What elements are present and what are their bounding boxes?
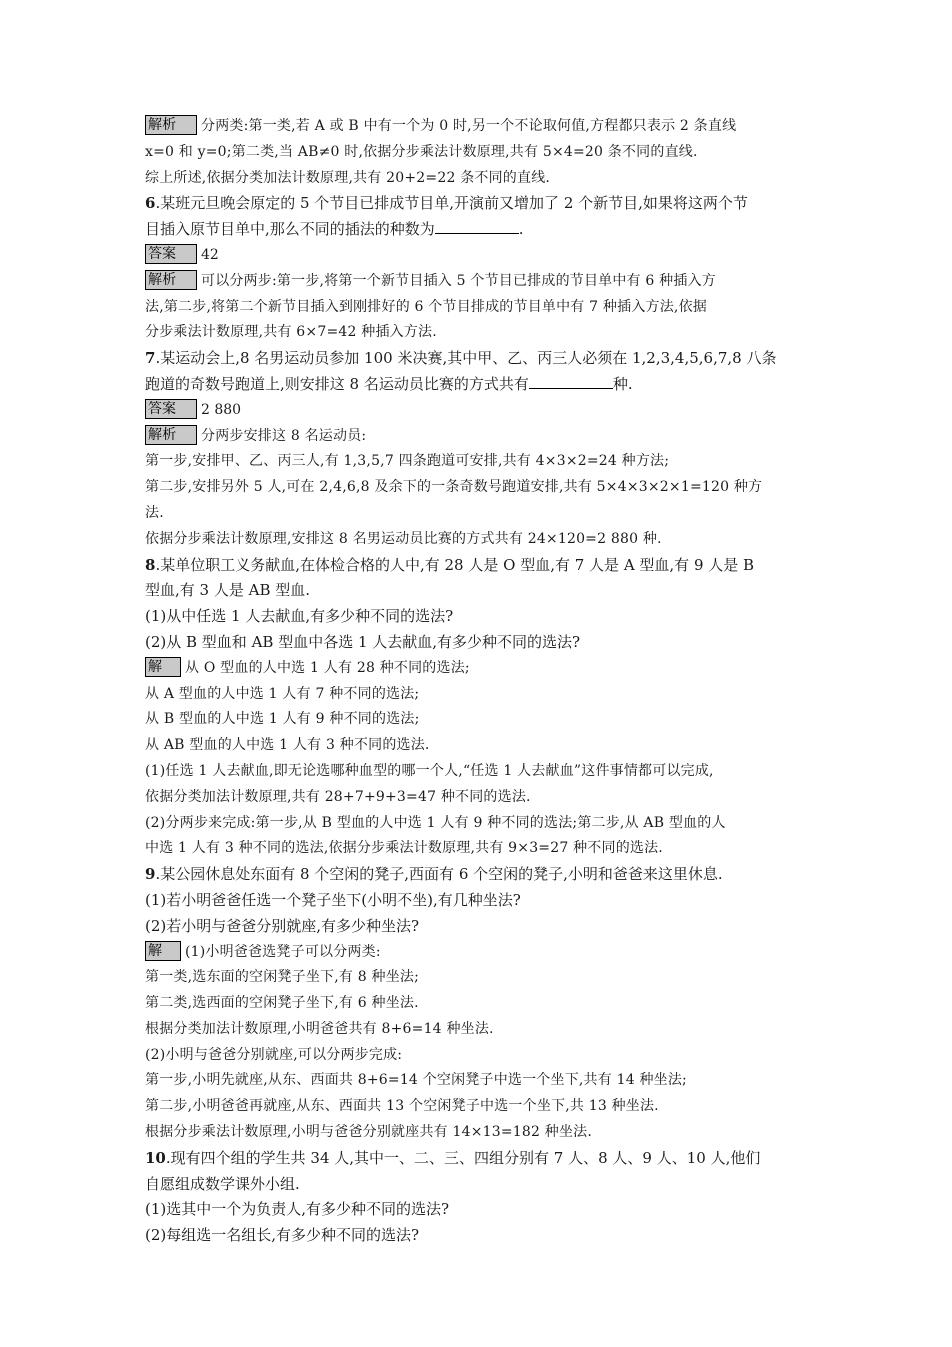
solution-line [145,140,813,166]
solution-line [145,682,813,708]
line-text: 法. [145,504,164,521]
answer-line [145,398,813,424]
line-text: (1)若小明爸爸任选一个凳子坐下(小明不坐),有几种坐法? [145,890,521,909]
solution-line [145,1120,813,1146]
document-page [145,114,813,1249]
line-text: 依据分类加法计数原理,共有 28+7+9+3=47 种不同的选法. [145,788,531,805]
question-line [145,1223,813,1249]
solution-line [145,1068,813,1094]
question-number: 6 [145,194,156,213]
fill-in-blank [529,372,613,389]
answer-line [145,243,813,269]
fill-in-blank [435,217,519,234]
line-text: 第一步,小明先就座,从东、西面共 8+6=14 个空闲凳子中选一个坐下,共有 14 种坐法; [145,1072,687,1089]
solution-line [145,475,813,501]
solution-tag: 解 [145,941,181,961]
line-text: 从 B 型血的人中选 1 人有 9 种不同的选法; [145,711,420,728]
line-text: .现有四个组的学生共 34 人,其中一、二、三、四组分别有 7 人、8 人、9 人、10 人,他们 [165,1148,761,1167]
solution-line [145,295,813,321]
solution-line [145,785,813,811]
line-text: (2)从 B 型血和 AB 型血中各选 1 人去献血,有多少种不同的选法? [145,632,581,651]
question-line [145,578,813,604]
solution-line [145,449,813,475]
line-text: 从 A 型血的人中选 1 人有 7 种不同的选法; [145,685,420,702]
solution-line [145,501,813,527]
question-line [145,888,813,914]
line-text: 可以分两步:第一步,将第一个新节目插入 5 个节目已排成的节目单中有 6 种插入方 [201,272,716,289]
line-text: 法,第二步,将第二个新节目插入到刚排好的 6 个节目排成的节目单中有 7 种插入方法,依据 [145,298,707,315]
question-line [145,1197,813,1223]
solution-line [145,759,813,785]
solution-line [145,733,813,759]
line-text: 第二类,选西面的空闲凳子坐下,有 6 种坐法. [145,995,419,1012]
line-text: 自愿组成数学课外小组. [145,1174,300,1193]
line-text: .某单位职工义务献血,在体检合格的人中,有 28 人是 O 型血,有 7 人是 A 型血,有 9 人是 B [155,555,755,574]
line-text: 综上所述,依据分类加法计数原理,共有 20+2=22 条不同的直线. [145,169,551,186]
solution-line [145,707,813,733]
line-text: 跑道的奇数号跑道上,则安排这 8 名运动员比赛的方式共有 [145,374,529,393]
solution-line [145,656,813,682]
line-text-after: . [518,220,524,239]
question-line [145,191,813,217]
line-text: (1)小明爸爸选凳子可以分两类: [185,943,381,960]
answer-tag: 答案 [145,244,197,264]
solution-line [145,965,813,991]
question-line [145,1146,813,1172]
question-line [145,372,813,398]
line-text: 目插入原节目单中,那么不同的插法的种数为 [145,220,435,239]
question-line [145,553,813,579]
line-text: x=0 和 y=0;第二类,当 AB≠0 时,依据分步乘法计数原理,共有 5×4=20 条不同的直线. [145,143,698,160]
line-text: 第二步,小明爸爸再就座,从东、西面共 13 个空闲凳子中选一个坐下,共 13 种坐法. [145,1098,659,1115]
line-text: (1)从中任选 1 人去献血,有多少种不同的选法? [145,607,454,626]
line-text: (1)任选 1 人去献血,即无论选哪种血型的哪一个人,“任选 1 人去献血”这件事情都可以完成, [145,762,714,779]
question-line [145,346,813,372]
line-text: (2)小明与爸爸分别就座,可以分两步完成: [145,1046,403,1063]
line-text: .某运动会上,8 名男运动员参加 100 米决赛,其中甲、乙、丙三人必须在 1,2,3,4,5,6,7,8 八条 [155,349,777,368]
line-text: (2)分两步来完成:第一步,从 B 型血的人中选 1 人有 9 种不同的选法;第二步,从 AB 型血的人 [145,814,726,831]
line-text: .某班元旦晚会原定的 5 个节目已排成节目单,开演前又增加了 2 个新节目,如果将这两个节 [155,194,748,213]
solution-line [145,527,813,553]
solution-line [145,269,813,295]
solution-line [145,424,813,450]
solution-line [145,940,813,966]
solution-tag: 解 [145,657,181,677]
line-text: 第一步,安排甲、乙、丙三人,有 1,3,5,7 四条跑道可安排,共有 4×3×2=24 种方法; [145,453,670,470]
question-number: 10 [145,1148,166,1167]
solution-line [145,811,813,837]
line-text: 根据分类加法计数原理,小明爸爸共有 8+6=14 种坐法. [145,1020,494,1037]
line-text: 型血,有 3 人是 AB 型血. [145,581,311,600]
solution-line [145,320,813,346]
line-text: 分两类:第一类,若 A 或 B 中有一个为 0 时,另一个不论取何值,方程都只表示 2 条直线 [201,118,737,134]
question-line [145,862,813,888]
analysis-tag: 解析 [145,425,197,445]
solution-line [145,1017,813,1043]
solution-line [145,836,813,862]
solution-line [145,1043,813,1069]
solution-line [145,166,813,192]
question-number: 8 [145,555,156,574]
line-text: 第二步,安排另外 5 人,可在 2,4,6,8 及余下的一条奇数号跑道安排,共有 5×4×3×2×1=120 种方 [145,479,763,496]
line-text: (2)每组选一名组长,有多少种不同的选法? [145,1226,420,1245]
line-text: 从 AB 型血的人中选 1 人有 3 种不同的选法. [145,737,430,754]
line-text: 分步乘法计数原理,共有 6×7=42 种插入方法. [145,324,437,341]
answer-tag: 答案 [145,399,197,419]
line-text: 分两步安排这 8 名运动员: [201,427,367,444]
question-line [145,604,813,630]
line-text: 2 880 [201,401,242,418]
analysis-tag: 解析 [145,115,197,135]
line-text: 中选 1 人有 3 种不同的选法,依据分步乘法计数原理,共有 9×3=27 种不同的选法. [145,840,663,857]
question-number: 7 [145,349,156,368]
question-line [145,630,813,656]
line-text: 依据分步乘法计数原理,安排这 8 名男运动员比赛的方式共有 24×120=2 880 种. [145,530,662,547]
solution-line [145,1094,813,1120]
analysis-tag: 解析 [145,270,197,290]
line-text: 从 O 型血的人中选 1 人有 28 种不同的选法; [185,659,470,676]
line-text: 第一类,选东面的空闲凳子坐下,有 8 种坐法; [145,969,420,986]
line-text: (2)若小明与爸爸分别就座,有多少种坐法? [145,916,420,935]
question-line [145,914,813,940]
solution-line [145,991,813,1017]
question-number: 9 [145,865,156,884]
solution-line [145,114,813,140]
line-text: .某公园休息处东面有 8 个空闲的凳子,西面有 6 个空闲的凳子,小明和爸爸来这里休息. [155,865,723,884]
line-text: 42 [201,246,219,263]
line-text: (1)选其中一个为负责人,有多少种不同的选法? [145,1200,450,1219]
line-text-after: 种. [612,374,633,393]
question-line [145,217,813,243]
line-text: 根据分步乘法计数原理,小明与爸爸分别就座共有 14×13=182 种坐法. [145,1124,593,1141]
question-line [145,1172,813,1198]
